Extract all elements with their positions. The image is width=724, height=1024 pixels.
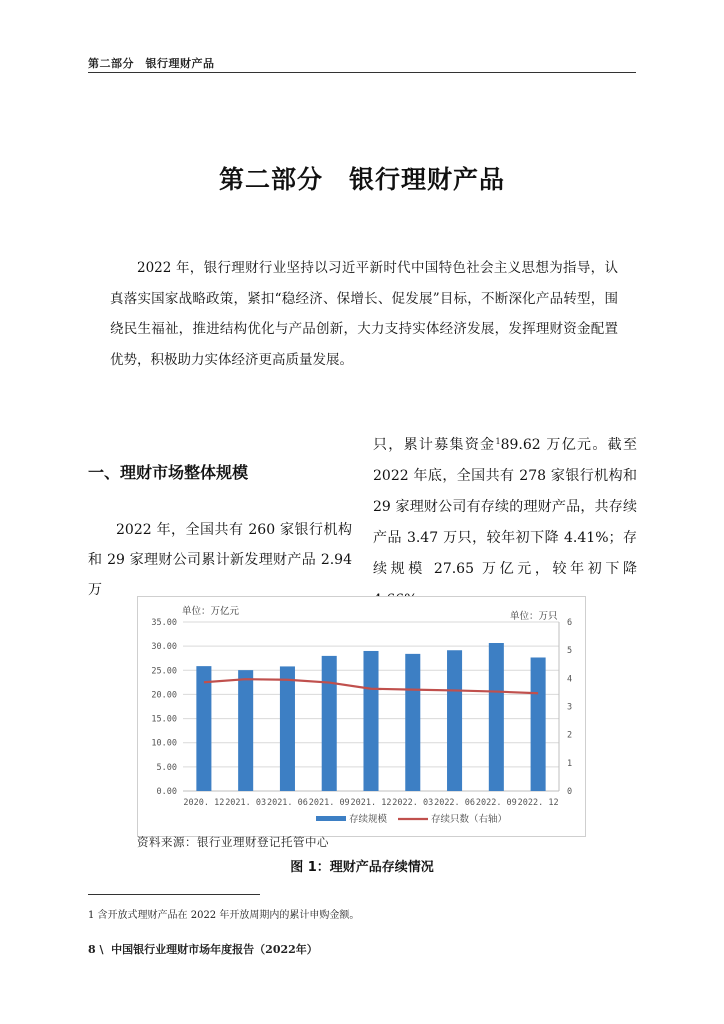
- body-text-part-a: 只，累计募集资金: [373, 437, 496, 453]
- y-axis-left-tick-label: 35.00: [151, 618, 177, 628]
- section-heading: 一、理财市场整体规模: [88, 463, 249, 482]
- legend-swatch-bar: [316, 816, 346, 821]
- x-axis-tick-label: 2022. 03: [392, 798, 434, 808]
- body-paragraph-left: 2022 年，全国共有 260 家银行机构和 29 家理财公司累计新发理财产品 2.94 万: [88, 522, 352, 598]
- y-axis-right-tick-label: 5: [567, 646, 573, 657]
- x-axis-tick-label: 2021. 12: [350, 798, 392, 808]
- y-axis-right-tick-label: 1: [567, 758, 573, 769]
- x-axis-tick-label: 2022. 12: [517, 798, 559, 808]
- x-axis-tick-label: 2021. 03: [225, 798, 267, 808]
- body-paragraph-right: [373, 430, 637, 616]
- y-axis-left-tick-label: 5.00: [156, 762, 177, 773]
- x-axis-tick-label: 2021. 06: [266, 798, 308, 808]
- footnote-reference[interactable]: 1: [495, 437, 501, 446]
- header-divider: [88, 72, 636, 73]
- body-text-part-b: 89.62 万亿元。截至 2022 年底，全国共有 278 家银行机构和 29 家理财公司有存续的理财产品，共存续产品 3.47 万只，较年初下降 4.41%；存续规模 27.65 万亿元，较年初下降: [373, 437, 637, 577]
- y-axis-left-tick-label: 20.00: [151, 690, 177, 701]
- intro-paragraph: 2022 年，银行理财行业坚持以习近平新时代中国特色社会主义思想为指导，认真落实国家战略政策，紧扣“稳经济、保增长、促发展”目标，不断深化产品转型，围绕民生福祉，推进结构优化与产品创新，大力支持实体经济发展，发挥理财资金配置优势，积极助力实体经济更高质量发展。: [110, 260, 618, 368]
- legend-label-line: 存续只数（右轴）: [431, 814, 508, 825]
- chart-container: [137, 596, 586, 837]
- x-axis-tick-label: 2022. 06: [434, 798, 476, 808]
- figure-caption: 图 1：理财产品存续情况: [290, 860, 434, 875]
- running-header: 第二部分 银行理财产品: [88, 57, 215, 70]
- bar-existing-scale: [363, 651, 378, 791]
- y-axis-left-tick-label: 30.00: [151, 642, 177, 653]
- bar-existing-scale: [405, 654, 420, 791]
- bar-existing-scale: [489, 643, 504, 791]
- chart-source-note: 资料来源：银行业理财登记托管中心: [137, 835, 329, 849]
- y-axis-left-tick-label: 10.00: [151, 738, 177, 749]
- bar-existing-scale: [531, 657, 546, 791]
- right-axis-unit: 单位：万只: [510, 611, 558, 622]
- left-axis-unit: 单位：万亿元: [182, 606, 240, 617]
- y-axis-right-tick-label: 2: [567, 730, 573, 741]
- y-axis-left-tick-label: 25.00: [151, 666, 177, 677]
- bar-existing-scale: [196, 666, 211, 791]
- x-axis-tick-label: 2022. 09: [475, 798, 517, 808]
- bar-existing-scale: [280, 666, 295, 791]
- bar-existing-scale: [238, 670, 253, 791]
- x-axis-tick-label: 2021. 09: [308, 798, 350, 808]
- y-axis-right-tick-label: 6: [567, 618, 573, 628]
- y-axis-right-tick-label: 4: [567, 674, 573, 685]
- page-footer: 8 \ 中国银行业理财市场年度报告（2022年）: [88, 943, 318, 956]
- page-title: 第二部分 银行理财产品: [218, 165, 505, 194]
- bar-existing-scale: [322, 656, 337, 791]
- y-axis-right-tick-label: 0: [567, 787, 573, 797]
- y-axis-left-tick-label: 0.00: [156, 787, 177, 797]
- footnote: 1 含开放式理财产品在 2022 年开放周期内的累计申购金额。: [88, 910, 360, 921]
- y-axis-left-tick-label: 15.00: [151, 714, 177, 725]
- legend-label-bar: 存续规模: [349, 814, 388, 825]
- combo-chart: [138, 597, 585, 836]
- bar-existing-scale: [447, 650, 462, 791]
- y-axis-right-tick-label: 3: [567, 702, 573, 713]
- footnote-divider: [88, 894, 260, 895]
- x-axis-tick-label: 2020. 12: [183, 798, 225, 808]
